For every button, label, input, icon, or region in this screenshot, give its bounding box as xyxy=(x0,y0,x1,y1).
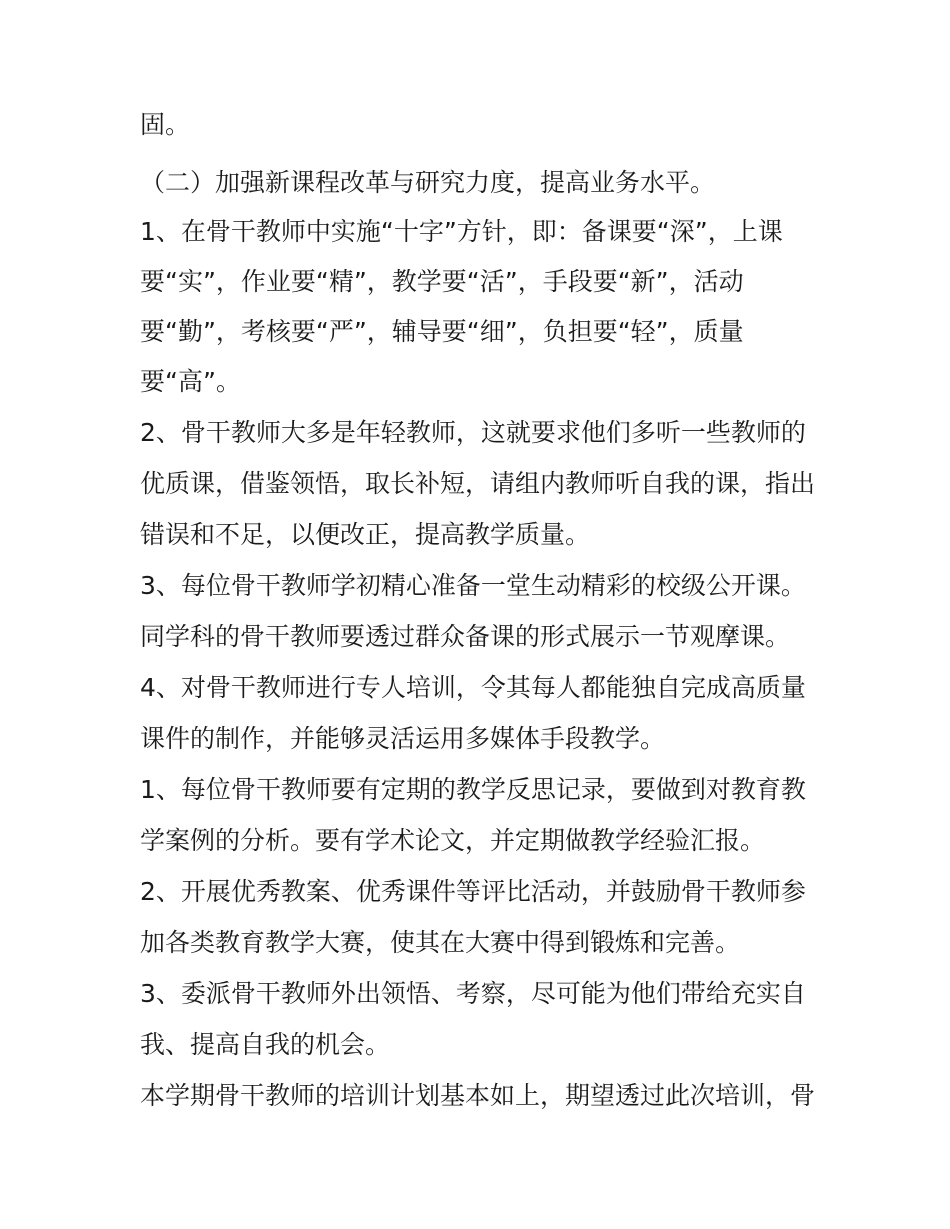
text-line: 3、每位骨干教师学初精心准备一堂生动精彩的校级公开课。 xyxy=(140,571,806,600)
section-heading: （二）加强新课程改革与研究力度，提高业务水平。 xyxy=(140,168,716,197)
text-line: 学案例的分析。要有学术论文，并定期做教学经验汇报。 xyxy=(140,826,766,855)
text-line: 1、在骨干教师中实施“十字”方针，即：备课要“深”，上课 xyxy=(140,217,783,246)
text-line: 3、委派骨干教师外出领悟、考察，尽可能为他们带给充实自 xyxy=(140,979,806,1008)
text-line: 错误和不足，以便改正，提高教学质量。 xyxy=(140,520,591,549)
text-line: 同学科的骨干教师要透过群众备课的形式展示一节观摩课。 xyxy=(140,622,791,651)
text-line: 课件的制作，并能够灵活运用多媒体手段教学。 xyxy=(140,724,666,753)
text-line: 1、每位骨干教师要有定期的教学反思记录，要做到对教育教 xyxy=(140,775,806,804)
text-line: 加各类教育教学大赛，使其在大赛中得到锻炼和完善。 xyxy=(140,928,741,957)
text-line: 要“高”。 xyxy=(140,367,241,396)
text-line: 我、提高自我的机会。 xyxy=(140,1030,391,1059)
text-line: 优质课，借鉴领悟，取长补短，请组内教师听自我的课，指出 xyxy=(140,469,816,498)
text-line: 要“勤”，考核要“严”，辅导要“细”，负担要“轻”，质量 xyxy=(140,317,744,346)
text-line: 2、骨干教师大多是年轻教师，这就要求他们多听一些教师的 xyxy=(140,418,806,447)
text-line: 2、开展优秀教案、优秀课件等评比活动，并鼓励骨干教师参 xyxy=(140,877,806,906)
text-line: 要“实”，作业要“精”，教学要“活”，手段要“新”，活动 xyxy=(140,267,744,296)
text-line: 4、对骨干教师进行专人培训，令其每人都能独自完成高质量 xyxy=(140,673,806,702)
text-line: 固。 xyxy=(140,110,191,139)
text-line: 本学期骨干教师的培训计划基本如上，期望透过此次培训，骨 xyxy=(140,1081,816,1110)
